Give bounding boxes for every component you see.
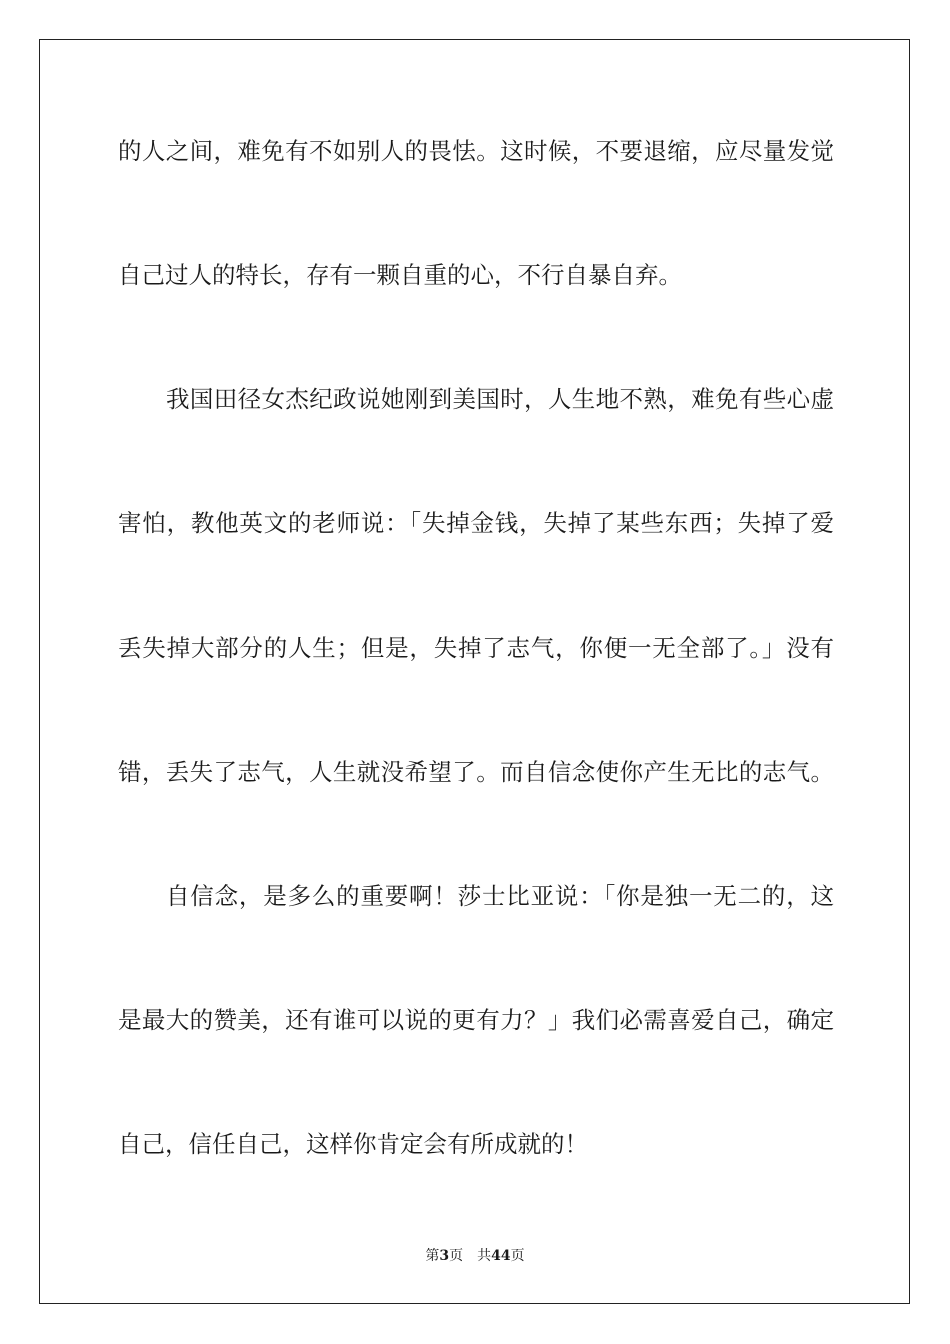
footer-page-number: 3 <box>439 1248 450 1264</box>
footer-page-suffix: 页 <box>449 1248 464 1264</box>
paragraph-line-1: 的人之间，难免有不如别人的畏怯。这时候，不要退缩，应尽量发觉 <box>118 137 834 165</box>
paragraph-line-5: 丢失掉大部分的人生；但是，失掉了志气，你便一无全部了。」没有 <box>118 634 834 662</box>
paragraph-line-4: 害怕，教他英文的老师说：「失掉金钱，失掉了某些东西；失掉了爱 <box>118 509 834 537</box>
paragraph-line-9: 自己，信任自己，这样你肯定会有所成就的！ <box>118 1130 588 1158</box>
paragraph-line-2: 自己过人的特长，存有一颗自重的心，不行自暴自弃。 <box>118 261 682 289</box>
paragraph-line-6: 错，丢失了志气，人生就没希望了。而自信念使你产生无比的志气。 <box>118 758 834 786</box>
page-border <box>39 39 910 1304</box>
paragraph-line-7: 自信念，是多么的重要啊！莎士比亚说：「你是独一无二的，这 <box>166 882 834 910</box>
page-footer <box>0 1247 950 1265</box>
footer-total-suffix: 页 <box>510 1248 525 1264</box>
footer-total-prefix: 共 <box>477 1248 492 1264</box>
paragraph-line-8: 是最大的赞美，还有谁可以说的更有力？」我们必需喜爱自己，确定 <box>118 1006 834 1034</box>
paragraph-line-3: 我国田径女杰纪政说她刚到美国时，人生地不熟，难免有些心虚 <box>166 385 834 413</box>
footer-total-number: 44 <box>491 1248 511 1264</box>
footer-page-prefix: 第 <box>425 1248 440 1264</box>
